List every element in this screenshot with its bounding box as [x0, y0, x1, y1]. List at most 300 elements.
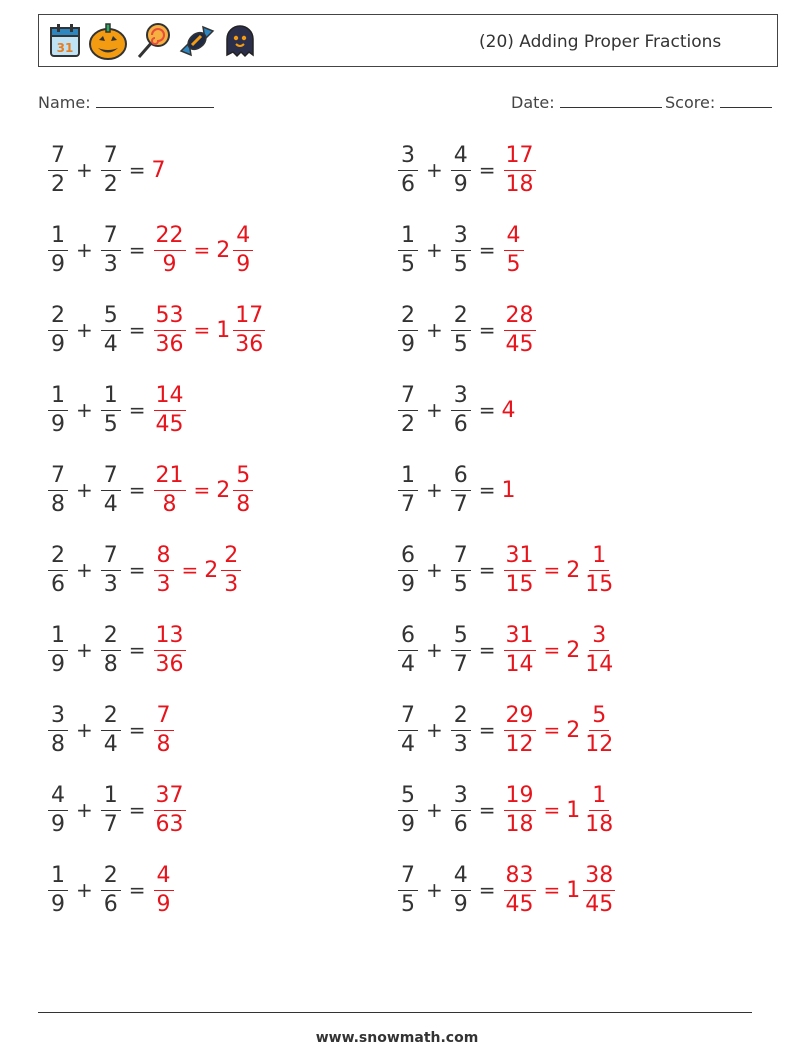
answer-whole: 7 [151, 157, 166, 183]
answer [152, 462, 256, 517]
denominator: 8 [236, 491, 251, 517]
denominator: 3 [156, 571, 171, 597]
fraction [504, 622, 536, 677]
fraction [504, 302, 536, 357]
denominator: 4 [401, 651, 415, 677]
numerator: 4 [154, 865, 174, 891]
problem-item [396, 778, 617, 842]
denominator: 8 [156, 731, 171, 757]
fraction [451, 142, 471, 197]
fraction [451, 702, 471, 757]
equals-sign: = [181, 558, 199, 582]
answer [502, 542, 618, 597]
plus-sign: + [76, 798, 93, 822]
denominator: 9 [401, 571, 415, 597]
fraction [154, 382, 186, 437]
fraction [48, 782, 68, 837]
fraction [48, 462, 68, 517]
denominator: 5 [453, 571, 468, 597]
numerator: 1 [101, 385, 121, 411]
numerator: 17 [504, 145, 536, 171]
denominator: 36 [155, 331, 184, 357]
denominator: 7 [401, 491, 415, 517]
plus-sign: + [76, 638, 93, 662]
denominator: 6 [401, 171, 415, 197]
answer [152, 222, 256, 277]
plus-sign: + [76, 558, 93, 582]
fraction [48, 142, 68, 197]
problem-item [46, 458, 255, 522]
plus-sign: + [426, 238, 443, 262]
problem-item [396, 538, 617, 602]
mixed-whole: 2 [566, 717, 581, 743]
numerator: 21 [154, 465, 186, 491]
fraction [154, 302, 186, 357]
equals-sign: = [128, 238, 146, 262]
equals-sign: = [543, 798, 561, 822]
plus-sign: + [426, 718, 443, 742]
answer [502, 622, 618, 677]
fraction [451, 542, 471, 597]
answer [152, 862, 176, 917]
denominator: 15 [585, 571, 614, 597]
denominator: 9 [401, 811, 415, 837]
numerator: 31 [504, 625, 536, 651]
numerator: 2 [48, 305, 68, 331]
mixed-whole: 2 [216, 237, 231, 263]
fraction [583, 622, 615, 677]
date-field[interactable] [511, 93, 662, 112]
numerator: 1 [48, 625, 68, 651]
equals-sign: = [128, 398, 146, 422]
denominator: 5 [103, 411, 118, 437]
denominator: 5 [453, 251, 468, 277]
numerator: 1 [398, 225, 418, 251]
denominator: 4 [103, 331, 118, 357]
fraction [233, 222, 253, 277]
fraction [101, 862, 121, 917]
equals-sign: = [543, 558, 561, 582]
denominator: 7 [453, 651, 468, 677]
numerator: 7 [398, 865, 418, 891]
date-label: Date: [511, 93, 555, 112]
date-blank[interactable] [560, 93, 662, 108]
equals-sign: = [478, 878, 496, 902]
problem-item [46, 218, 255, 282]
denominator: 5 [401, 891, 415, 917]
plus-sign: + [76, 238, 93, 262]
mixed-whole: 1 [566, 877, 581, 903]
numerator: 2 [48, 545, 68, 571]
numerator: 31 [504, 545, 536, 571]
plus-sign: + [426, 478, 443, 502]
numerator: 3 [451, 225, 471, 251]
fraction [48, 702, 68, 757]
problem-item [396, 698, 617, 762]
answer [152, 382, 188, 437]
fraction [48, 862, 68, 917]
equals-sign: = [478, 318, 496, 342]
denominator: 2 [103, 171, 118, 197]
problem-item [396, 458, 516, 522]
plus-sign: + [426, 158, 443, 182]
denominator: 18 [505, 811, 534, 837]
equals-sign: = [128, 798, 146, 822]
plus-sign: + [76, 158, 93, 182]
fraction [504, 782, 536, 837]
fraction [398, 222, 418, 277]
numerator: 7 [101, 145, 121, 171]
mixed-whole: 1 [566, 797, 581, 823]
name-blank[interactable] [96, 93, 214, 108]
footer-divider [38, 1012, 752, 1013]
plus-sign: + [426, 318, 443, 342]
numerator: 7 [48, 145, 68, 171]
fraction [504, 222, 524, 277]
denominator: 3 [103, 251, 118, 277]
denominator: 6 [453, 411, 468, 437]
numerator: 1 [589, 785, 609, 811]
equals-sign: = [128, 318, 146, 342]
answer [152, 702, 176, 757]
equals-sign: = [128, 718, 146, 742]
answer [502, 398, 516, 423]
fraction [48, 542, 68, 597]
fraction [451, 622, 471, 677]
problem-item [46, 378, 188, 442]
fraction [398, 142, 418, 197]
equals-sign: = [478, 158, 496, 182]
denominator: 9 [401, 331, 415, 357]
fraction [504, 702, 536, 757]
equals-sign: = [193, 238, 211, 262]
numerator: 28 [504, 305, 536, 331]
name-field[interactable] [38, 93, 214, 112]
numerator: 6 [451, 465, 471, 491]
equals-sign: = [543, 878, 561, 902]
numerator: 7 [101, 225, 121, 251]
fraction [504, 142, 536, 197]
plus-sign: + [426, 638, 443, 662]
denominator: 45 [585, 891, 614, 917]
plus-sign: + [76, 878, 93, 902]
numerator: 3 [589, 625, 609, 651]
equals-sign: = [193, 478, 211, 502]
numerator: 4 [233, 225, 253, 251]
numerator: 19 [504, 785, 536, 811]
denominator: 9 [51, 251, 65, 277]
fraction [221, 542, 241, 597]
denominator: 9 [236, 251, 251, 277]
fraction [398, 542, 418, 597]
mixed-whole: 1 [216, 317, 231, 343]
denominator: 8 [51, 491, 65, 517]
denominator: 6 [453, 811, 468, 837]
mixed-whole: 2 [566, 557, 581, 583]
numerator: 5 [589, 705, 609, 731]
numerator: 4 [504, 225, 524, 251]
numerator: 3 [451, 785, 471, 811]
calendar-icon [47, 22, 83, 60]
denominator: 8 [51, 731, 65, 757]
numerator: 1 [48, 385, 68, 411]
denominator: 45 [505, 331, 534, 357]
denominator: 18 [585, 811, 614, 837]
equals-sign: = [478, 558, 496, 582]
fraction [101, 622, 121, 677]
plus-sign: + [426, 398, 443, 422]
fraction [504, 862, 536, 917]
answer [502, 782, 618, 837]
denominator: 6 [103, 891, 118, 917]
fraction [48, 622, 68, 677]
fraction [48, 222, 68, 277]
numerator: 2 [451, 305, 471, 331]
problem-item [396, 378, 516, 442]
denominator: 5 [453, 331, 468, 357]
numerator: 37 [154, 785, 186, 811]
answer [152, 622, 188, 677]
problem-item [396, 138, 538, 202]
denominator: 14 [505, 651, 534, 677]
numerator: 13 [154, 625, 186, 651]
numerator: 7 [398, 385, 418, 411]
answer [502, 702, 618, 757]
problem-item [46, 538, 243, 602]
denominator: 45 [505, 891, 534, 917]
answer [502, 222, 526, 277]
numerator: 4 [451, 865, 471, 891]
denominator: 9 [51, 891, 65, 917]
fraction [154, 462, 186, 517]
denominator: 3 [224, 571, 239, 597]
problem-item [46, 298, 267, 362]
denominator: 2 [51, 171, 65, 197]
denominator: 9 [453, 891, 468, 917]
equals-sign: = [128, 158, 146, 182]
numerator: 8 [154, 545, 174, 571]
denominator: 8 [103, 651, 118, 677]
denominator: 12 [585, 731, 614, 757]
fraction [48, 302, 68, 357]
equals-sign: = [193, 318, 211, 342]
denominator: 9 [156, 891, 171, 917]
fraction [504, 542, 536, 597]
pumpkin-icon [87, 21, 129, 61]
fraction [398, 462, 418, 517]
denominator: 3 [453, 731, 468, 757]
equals-sign: = [478, 718, 496, 742]
numerator: 7 [101, 465, 121, 491]
equals-sign: = [478, 478, 496, 502]
mixed-whole: 2 [204, 557, 219, 583]
equals-sign: = [128, 478, 146, 502]
plus-sign: + [426, 878, 443, 902]
answer-whole: 1 [501, 477, 516, 503]
numerator: 4 [451, 145, 471, 171]
answer [502, 478, 516, 503]
problem-item [46, 858, 176, 922]
numerator: 5 [101, 305, 121, 331]
equals-sign: = [543, 718, 561, 742]
score-label: Score: [665, 93, 716, 112]
answer [152, 302, 268, 357]
fraction [398, 382, 418, 437]
denominator: 9 [51, 411, 65, 437]
denominator: 9 [453, 171, 468, 197]
plus-sign: + [426, 558, 443, 582]
numerator: 53 [154, 305, 186, 331]
denominator: 8 [162, 491, 177, 517]
candy-icon [177, 21, 217, 61]
fraction [583, 702, 615, 757]
denominator: 4 [103, 491, 118, 517]
answer [152, 542, 244, 597]
equals-sign: = [128, 878, 146, 902]
footer-url: www.snowmath.com [315, 1030, 479, 1046]
fraction [101, 302, 121, 357]
fraction [398, 622, 418, 677]
denominator: 5 [506, 251, 521, 277]
numerator: 2 [451, 705, 471, 731]
equals-sign: = [543, 638, 561, 662]
fraction [154, 222, 186, 277]
denominator: 4 [401, 731, 415, 757]
numerator: 17 [233, 305, 265, 331]
score-field[interactable] [665, 93, 772, 112]
numerator: 1 [101, 785, 121, 811]
equals-sign: = [478, 798, 496, 822]
numerator: 4 [48, 785, 68, 811]
fraction [101, 462, 121, 517]
fraction [398, 702, 418, 757]
denominator: 5 [401, 251, 415, 277]
fraction [101, 382, 121, 437]
fraction [154, 702, 174, 757]
numerator: 5 [398, 785, 418, 811]
numerator: 3 [398, 145, 418, 171]
fraction [451, 302, 471, 357]
fraction [233, 462, 253, 517]
score-blank[interactable] [720, 93, 772, 108]
problem-item [396, 218, 526, 282]
denominator: 2 [401, 411, 415, 437]
denominator: 45 [155, 411, 184, 437]
denominator: 63 [155, 811, 184, 837]
fraction [583, 782, 615, 837]
denominator: 9 [51, 651, 65, 677]
denominator: 4 [103, 731, 118, 757]
fraction [398, 302, 418, 357]
numerator: 1 [398, 465, 418, 491]
numerator: 38 [583, 865, 615, 891]
numerator: 6 [398, 545, 418, 571]
fraction [451, 382, 471, 437]
numerator: 6 [398, 625, 418, 651]
denominator: 15 [505, 571, 534, 597]
ghost-icon [221, 21, 259, 61]
answer-whole: 4 [501, 397, 516, 423]
answer [502, 142, 538, 197]
problem-item [396, 858, 617, 922]
fraction [154, 622, 186, 677]
plus-sign: + [76, 318, 93, 342]
worksheet-header [38, 14, 778, 67]
denominator: 18 [505, 171, 534, 197]
fraction [451, 862, 471, 917]
fraction [233, 302, 265, 357]
fraction [154, 782, 186, 837]
equals-sign: = [478, 238, 496, 262]
denominator: 3 [103, 571, 118, 597]
problem-item [46, 698, 176, 762]
equals-sign: = [128, 558, 146, 582]
svg-text:31: 31 [56, 41, 74, 55]
fraction [583, 862, 615, 917]
fraction [101, 542, 121, 597]
numerator: 7 [101, 545, 121, 571]
denominator: 36 [155, 651, 184, 677]
problem-item [396, 298, 538, 362]
fraction [451, 222, 471, 277]
fraction [101, 142, 121, 197]
answer [502, 302, 538, 357]
numerator: 7 [154, 705, 174, 731]
lollipop-icon [133, 21, 173, 61]
name-label: Name: [38, 93, 91, 112]
fraction [154, 862, 174, 917]
equals-sign: = [478, 398, 496, 422]
numerator: 2 [101, 705, 121, 731]
answer [502, 862, 618, 917]
denominator: 9 [162, 251, 177, 277]
denominator: 6 [51, 571, 65, 597]
numerator: 2 [101, 625, 121, 651]
problem-item [46, 138, 166, 202]
worksheet-title: (20) Adding Proper Fractions [479, 32, 722, 52]
numerator: 2 [398, 305, 418, 331]
denominator: 36 [235, 331, 264, 357]
plus-sign: + [76, 478, 93, 502]
fraction [451, 782, 471, 837]
numerator: 3 [451, 385, 471, 411]
equals-sign: = [478, 638, 496, 662]
mixed-whole: 2 [216, 477, 231, 503]
denominator: 14 [585, 651, 614, 677]
numerator: 5 [233, 465, 253, 491]
denominator: 12 [505, 731, 534, 757]
numerator: 1 [589, 545, 609, 571]
numerator: 2 [221, 545, 241, 571]
numerator: 22 [154, 225, 186, 251]
answer [152, 158, 166, 183]
mixed-whole: 2 [566, 637, 581, 663]
problem-item [46, 618, 188, 682]
problem-item [46, 778, 188, 842]
numerator: 7 [48, 465, 68, 491]
plus-sign: + [76, 398, 93, 422]
fraction [398, 782, 418, 837]
plus-sign: + [76, 718, 93, 742]
numerator: 7 [398, 705, 418, 731]
denominator: 9 [51, 331, 65, 357]
denominator: 7 [453, 491, 468, 517]
numerator: 5 [451, 625, 471, 651]
fraction [101, 222, 121, 277]
fraction [154, 542, 174, 597]
fraction [48, 382, 68, 437]
fraction [101, 782, 121, 837]
